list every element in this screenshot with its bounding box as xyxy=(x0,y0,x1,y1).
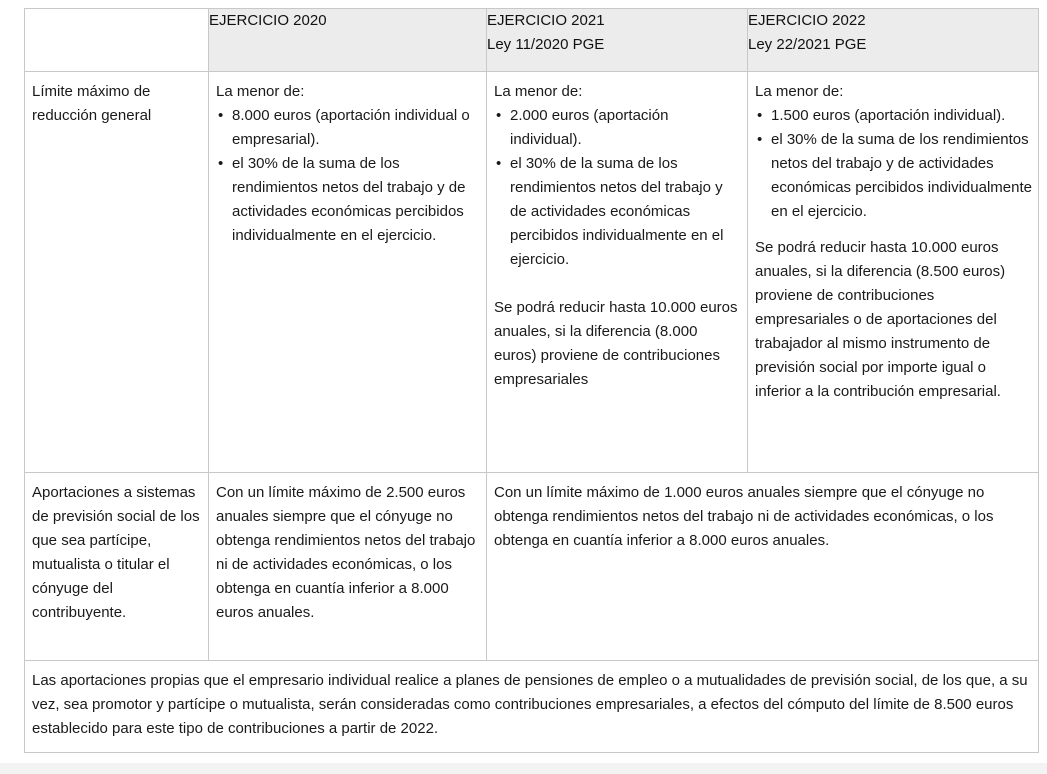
general-limit-2020-intro: La menor de: xyxy=(216,83,305,100)
list-item xyxy=(216,152,480,248)
list-item xyxy=(494,104,741,152)
header-2020 xyxy=(209,9,487,72)
page-bottom-band xyxy=(0,763,1047,774)
list-item-text: 2.000 euros (aportación individual). xyxy=(510,107,669,148)
bullet-icon: • xyxy=(496,107,502,124)
spouse-label-cell xyxy=(25,473,209,661)
general-limit-2022-note: Se podrá reducir hasta 10.000 euros anuales, si la diferencia (8.500 euros) proviene de contribuciones empresariales o de aportaciones del trabajador al mismo instrumento de previsión social por importe igual o inferior a la contribución empresarial. xyxy=(755,239,1006,400)
bullet-icon: • xyxy=(496,155,502,172)
spouse-2020-text: Con un límite máximo de 2.500 euros anuales siempre que el cónyuge no obtenga rendimientos netos del trabajo ni de actividades económicas, o los obtenga en cuantía inferior a 8.000 euros anuales. xyxy=(216,484,476,621)
list-item xyxy=(216,104,480,152)
list-item xyxy=(755,104,1032,128)
header-row xyxy=(25,9,1039,72)
general-limit-2022-list xyxy=(755,104,1032,224)
bullet-icon: • xyxy=(757,107,763,124)
row-general-limit xyxy=(25,72,1039,473)
list-item xyxy=(494,152,741,272)
spouse-2020-cell xyxy=(209,473,487,661)
bullet-icon: • xyxy=(757,131,763,148)
general-limit-2022-intro: La menor de: xyxy=(755,83,844,100)
header-corner xyxy=(25,9,209,72)
list-item-text: el 30% de la suma de los rendimientos netos del trabajo y de actividades económicas percibidos individualmente en el ejercicio. xyxy=(510,155,724,268)
spouse-2021-2022-cell xyxy=(487,473,1039,661)
row-footer-note xyxy=(25,661,1039,753)
header-2022 xyxy=(748,9,1039,72)
list-item-text: el 30% de la suma de los rendimientos netos del trabajo y de actividades económicas percibidos individualmente en el ejercicio. xyxy=(771,131,1032,220)
general-limit-label-cell xyxy=(25,72,209,473)
bullet-icon: • xyxy=(218,155,224,172)
general-limit-2020-cell xyxy=(209,72,487,473)
general-limit-2020-list xyxy=(216,104,480,248)
list-item-text: 1.500 euros (aportación individual). xyxy=(771,107,1006,124)
header-2021-line-2: Ley 11/2020 PGE xyxy=(487,36,605,53)
spouse-label: Aportaciones a sistemas de previsión social de los que sea partícipe, mutualista o titular el cónyuge del contribuyente. xyxy=(32,484,200,621)
general-limit-label: Límite máximo de reducción general xyxy=(32,83,152,124)
pension-limits-table xyxy=(24,8,1039,753)
header-2021 xyxy=(487,9,748,72)
list-item xyxy=(755,128,1032,224)
header-2020-line-1: EJERCICIO 2020 xyxy=(209,12,327,29)
list-item-text: el 30% de la suma de los rendimientos netos del trabajo y de actividades económicas percibidos individualmente en el ejercicio. xyxy=(232,155,466,244)
general-limit-2021-list xyxy=(494,104,741,272)
footer-note-text: Las aportaciones propias que el empresario individual realice a planes de pensiones de empleo o a mutualidades de previsión social, de los que, a su vez, sea promotor y partícipe o mutualista, serán consideradas como contribuciones empresariales, a efectos del cómputo del límite de 8.500 euros establecido para este tipo de contribuciones a partir de 2022. xyxy=(32,672,1028,737)
bullet-icon: • xyxy=(218,107,224,124)
list-item-text: 8.000 euros (aportación individual o empresarial). xyxy=(232,107,470,148)
general-limit-2021-note: Se podrá reducir hasta 10.000 euros anuales, si la diferencia (8.000 euros) proviene de contribuciones empresariales xyxy=(494,299,738,388)
general-limit-2021-cell xyxy=(487,72,748,473)
general-limit-2022-cell xyxy=(748,72,1039,473)
footer-note-cell xyxy=(25,661,1039,753)
header-2021-line-1: EJERCICIO 2021 xyxy=(487,12,605,29)
header-2022-line-2: Ley 22/2021 PGE xyxy=(748,36,867,53)
row-spouse-contributions xyxy=(25,473,1039,661)
header-2022-line-1: EJERCICIO 2022 xyxy=(748,12,866,29)
general-limit-2021-intro: La menor de: xyxy=(494,83,583,100)
spouse-2021-2022-text: Con un límite máximo de 1.000 euros anuales siempre que el cónyuge no obtenga rendimientos netos del trabajo ni de actividades económicas, o los obtenga en cuantía inferior a 8.000 euros anuales. xyxy=(494,484,994,549)
